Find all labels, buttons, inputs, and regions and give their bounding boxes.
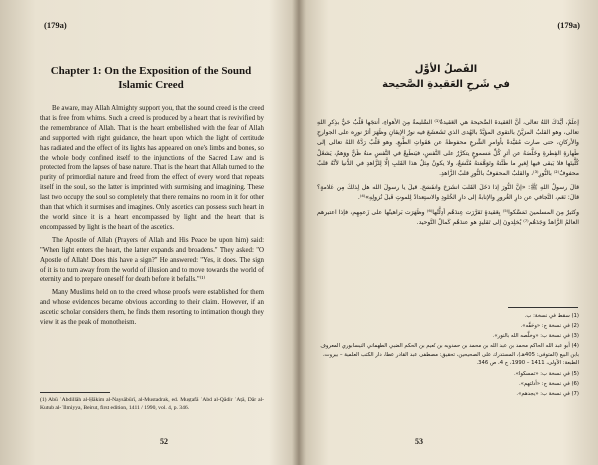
- arabic-paragraph: إعلَمْ، أيَّدَكَ اللهُ تعالى، أنَّ العَقيدةَ الصَّحيحةَ هي العَقيدةُ⁽¹⁾ السَّليمةُ مِنَ الأهواءِ، أنتجَها قَلْبٌ حَيٌّ بذِكرِ اللهِ تعالى، وهو القلبُ المزيَّنُ بالتقوى المؤيَّدُ بالهُدى الذي تَشَعشَعَ فيه نورُ الإيقانِ وظَهَرَ أثرُ نورِه على الجوارحِ والأركانِ، حتى صارت مُقيَّدةً بأوامرِ الشَّرعِ محفوظةً عن هَفَواتِ الطَّبعِ. وهو قَلْبٌ رَدَّهُ اللهُ تعالى إلى طَهارةِ الفِطرةِ وخَلَّصَهُ عن أثرِ كُلِّ مَسموعٍ يتكرَّرُ على النَّفسِ، فيَنطَبِعُ في النَّفسِ منهُ ظَنٌّ ووَهمٌ، يَشغَلُ كُلَّيتَها فلا يَبقى فيها لِغيرِ ما ظَنَّتهُ وتَوَهَّمَتهُ مُتَّسَعٌ، ولا يكونُ مِثلُ هذا القَلبِ إلَّا لِلزَّاهدِ في الدُّنيا لأنَّهُ قلبٌ محفوفٌ⁽²⁾ بالنُّورِ⁽³⁾، والقلبُ المحفوفُ بالنُّورِ قلبُ الزَّاهدِ.: [317, 119, 579, 178]
- left-page: [0, 0, 297, 465]
- arabic-chapter-title: [341, 62, 551, 92]
- arabic-title-line: في شَرحِ العَقيدةِ الصَّحيحة: [382, 79, 510, 90]
- left-running-head: (179a): [44, 20, 67, 30]
- english-paragraph: Be aware, may Allah Almighty support you, that the sound creed is the creed that is free from whims. Such a creed is produced by a heart that is revivified by the remembrance of Allah. That is the heart embellished with the fear of Allah and supported with right guidance, the heart upon which the light of certitude has radiated and the effect of its lights has appeared on one's limbs and bones, so the whole body confined itself to the injunctions of the Sacred Law and is protected from the lapses of base nature. That is the heart that Allah turned to the purity of primordial nature and freed from the effect of every word that repeats itself in the soul, so the latter is imprinted with surmising and imagining. These last two occupy the soul so completely that there remains no room in it for other than that which it surmises and imagines. Only ascetics can possess such heart in the world since it is a heart encompassed by light and the heart that is encompassed by light is the heart of the ascetics.: [40, 105, 264, 231]
- english-paragraph: Many Muslims held on to the creed whose proofs were established for them and whose evidences became obvious according to their claim. However, if an ascetic scholar considers them, he finds them resorting to intimation though they view it as the peak of monotheism.: [40, 289, 264, 327]
- right-running-head: (179a): [557, 20, 580, 30]
- right-page: [301, 0, 598, 465]
- english-paragraph: The Apostle of Allah (Prayers of Allah and His Peace be upon him) said: "When light enters the heart, the latter expands and broadens." They asked: "O Apostle of Allah! Does this have a sign?" He answered: "Yes, it does. The sign of it is to turn away from the world of illusion and to move towards the world of eternity and to prepare oneself for death before it befalls."⁽¹⁾: [40, 236, 264, 284]
- arabic-body: [317, 118, 579, 232]
- right-page-number: 53: [415, 437, 423, 446]
- left-page-number: 52: [160, 437, 168, 446]
- arabic-footnote: (3) في نسخة ب: «وخلَّصه الله بالنور».: [492, 333, 579, 340]
- english-body: [40, 104, 264, 331]
- arabic-footnote: (7) في نسخة ب: «يجدهم».: [516, 390, 579, 397]
- arabic-footnote: (4) أبو عبد الله الحاكم محمد بن عبد الله بن محمد بن حمدويه بن نُعيم بن الحكم الضبي الطهماني النيسابوري المعروف بابن البيع (المتوفى: 405هـ)، المستدرك على الصحيحين، تحقيق: مصطفى عبد القادر عطا، دار الكتب العلمية – بيروت، الطبعة: الأولى، 1411 – 1990، ج 4، ص 346.: [320, 343, 579, 367]
- arabic-footnotes: [317, 312, 579, 400]
- english-footnote: (1) Abū ʿAbdillāh al-Ḥākim al-Naysābūrī, al-Mustadrak, ed. Muṣṭafā ʿAbd al-Qādir ʿAṭā, Dār al-Kutub al-ʿIlmiyya, Beirut, first edition, 1411 / 1990, vol. 4, p. 346.: [40, 397, 264, 411]
- chapter-title: Chapter 1: On the Exposition of the Sound Islamic Creed: [50, 65, 252, 91]
- arabic-footnote: (1) سقط في نسخة: ب.: [524, 313, 579, 319]
- arabic-footnote-rule: [508, 307, 578, 308]
- arabic-title-line: الفَصلُ الأوَّل: [414, 64, 478, 75]
- arabic-footnote: (6) في نسخة ج: «أدلتهم».: [518, 380, 579, 387]
- arabic-paragraph: وكثيرٌ مِنَ المسلمينَ تَمَسَّكوا⁽⁵⁾ بِعَقيدةٍ تَقرَّرَت عِندَهُم أدِلَّتُها⁽⁶⁾ وظَهَرَت بَراهينُها على زَعمِهِم، فإذا اعتبرهم العالمُ الزَّاهدُ وَجَدَهُم⁽⁷⁾ يُخلِدونَ إلى تَقليدٍ هو عندَهُم كَمالُ التَّوحيد.: [317, 208, 580, 226]
- arabic-footnote: (5) في نسخة ب: «تمسكوا».: [514, 370, 579, 377]
- arabic-footnote: (2) في نسخة ج: «وحَفَّه».: [520, 323, 579, 330]
- footnote-rule: [40, 392, 110, 393]
- arabic-paragraph: قالَ رسولُ اللهِ ﷺ: «إنَّ النُّورَ إذا دَخَلَ القَلبَ انشَرَحَ وانفَسَحَ. قيلَ يا رسولَ الله هل لِذلكَ مِن عَلامةٍ؟ قالَ: نَعَم، التَّجافي عن دارِ الغُرورِ والإنابةُ إلى دارِ الخُلودِ والاستِعدادُ لِلموتِ قَبلَ نُزولِهِ»⁽⁴⁾.: [317, 184, 579, 202]
